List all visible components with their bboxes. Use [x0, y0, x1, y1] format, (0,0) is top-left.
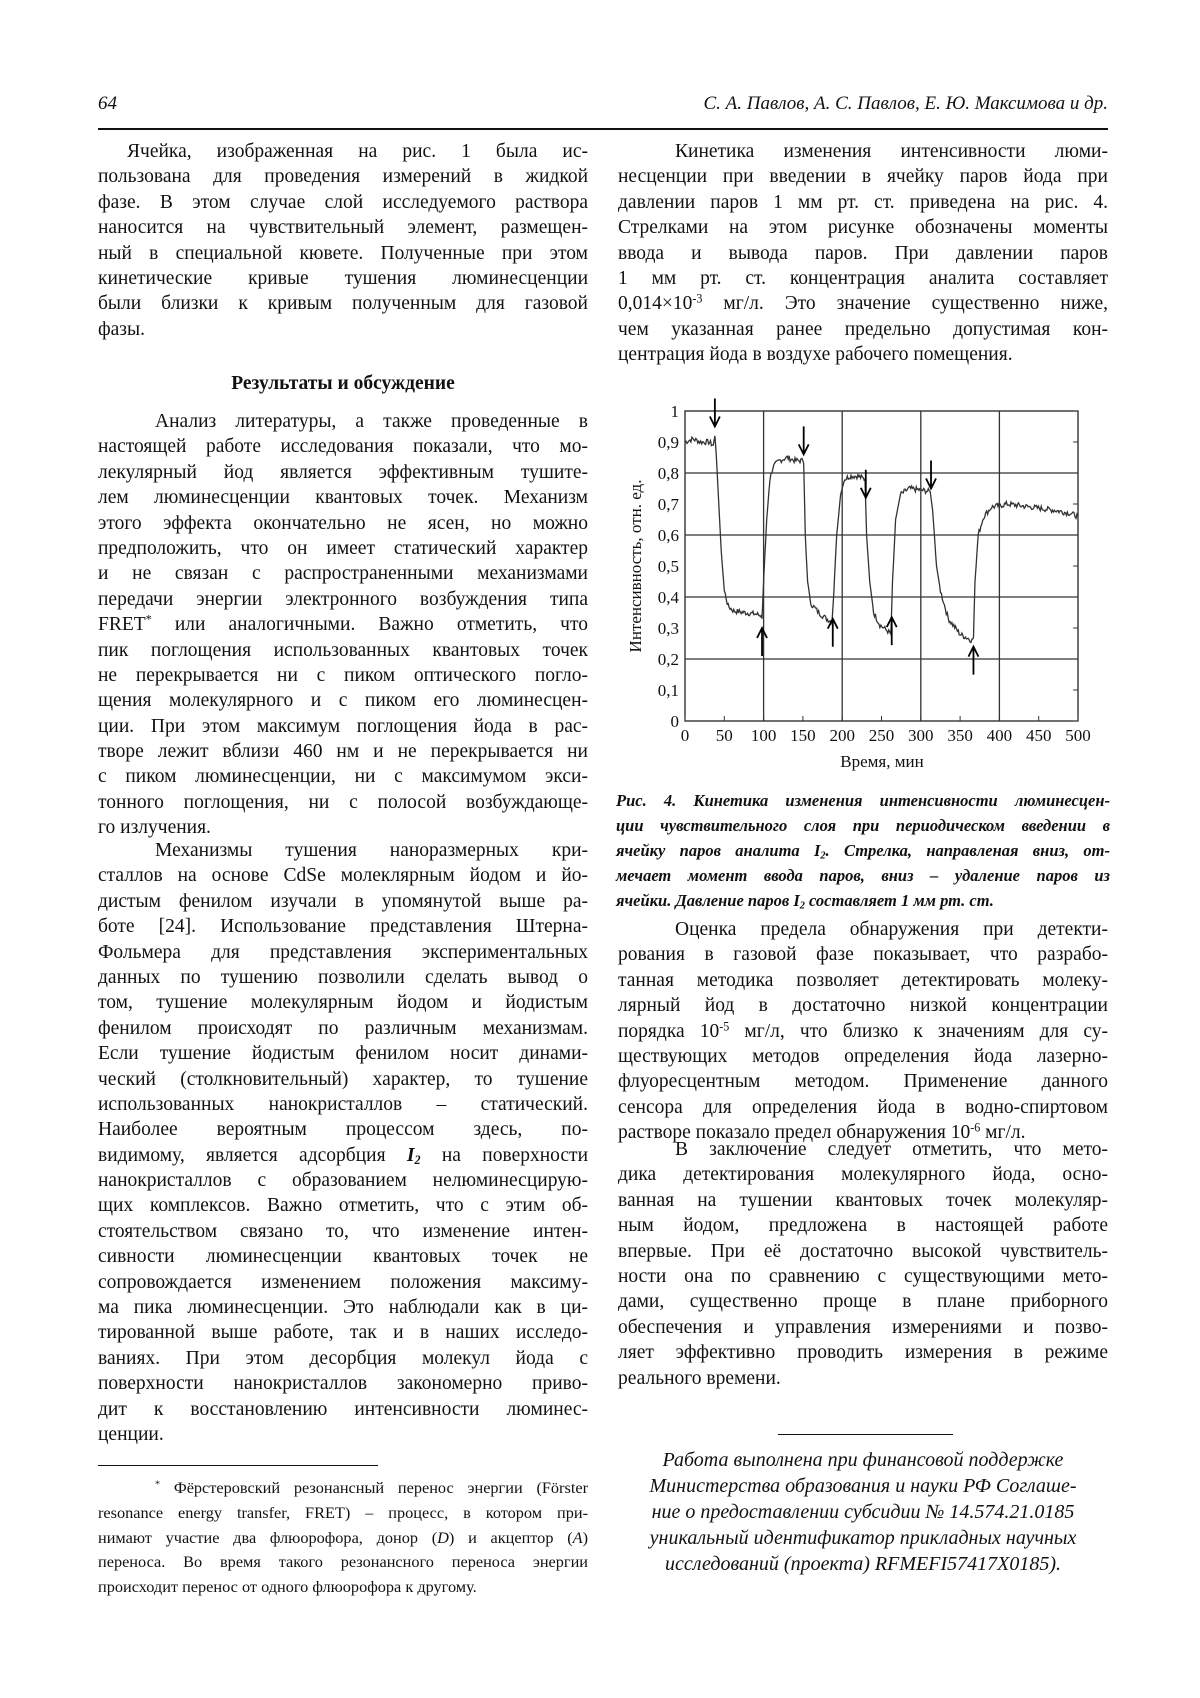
text-line: танная методика позволяет детектировать молеку-	[618, 969, 1108, 991]
text-line: ние о предоставлении субсидии № 14.574.21.0185	[651, 1501, 1075, 1523]
text-line: использованных нанокристаллов – статический.	[98, 1093, 588, 1115]
text-line: щих комплексов. Важно отметить, что с этим об-	[98, 1195, 588, 1217]
text-line: го излучения.	[98, 817, 211, 839]
text-line: Фольмера для представления экспериментальных	[98, 941, 588, 963]
text-line: Механизмы тушения наноразмерных кри-	[155, 840, 588, 861]
text-line: ческий (столкновительный) характер, то тушение	[98, 1068, 588, 1090]
text-line: и не связан с распространенными механизмами	[98, 563, 588, 585]
y-tick-label: 1	[670, 402, 679, 421]
x-tick-label: 350	[947, 726, 973, 745]
text-line: фенилом происходят по различным механизмам.	[98, 1017, 588, 1039]
x-tick-label: 250	[868, 726, 895, 745]
text-line: ции чувствительного слоя при периодическом введении в	[616, 816, 1110, 835]
text-line: ный в специальной кювете. Полученные при этом	[98, 242, 588, 264]
text-line: Анализ литературы, а также проведенные в	[155, 411, 588, 432]
series-line	[685, 436, 1078, 643]
arrow-up-icon	[968, 647, 978, 675]
text-line: 1 мм рт. ст. концентрация аналита составляет	[618, 267, 1108, 289]
y-tick-label: 0,1	[657, 681, 679, 700]
plot-frame	[685, 411, 1078, 721]
text-line: предположить, что он имеет статический характер	[98, 537, 588, 559]
text-line: флуоресцентным методом. Применение данного	[618, 1071, 1108, 1093]
text-line: уникальный идентификатор прикладных научных	[649, 1527, 1077, 1549]
x-tick-label: 200	[829, 726, 855, 745]
right-paragraph-3	[618, 1137, 1108, 1391]
text-line: ма пика люминесценции. Это наблюдали как в ци-	[98, 1297, 588, 1319]
section-heading: Результаты и обсуждение	[231, 373, 455, 394]
text-line: фазы.	[98, 318, 145, 340]
text-line: были близки к кривым полученным для газовой	[98, 293, 588, 315]
text-line: пик поглощения использованных квантовых точек	[98, 639, 588, 661]
text-line: ности она по сравнению с существующими мето-	[618, 1265, 1108, 1287]
text-line: данных по тушению позволили сделать вывод о	[98, 966, 588, 988]
y-tick-label: 0,9	[657, 433, 679, 452]
y-tick-label: 0,6	[657, 526, 679, 545]
text-line: сивности люминесценции квантовых точек не	[98, 1246, 588, 1268]
text-line: центрация йода в воздухе рабочего помещения.	[618, 344, 1013, 366]
x-tick-label: 50	[715, 726, 733, 745]
y-tick-label: 0,5	[657, 557, 679, 576]
text-line: Стрелками на этом рисунке обозначены моменты	[618, 217, 1108, 239]
figure-4-chart	[600, 390, 1110, 780]
text-line: Рис. 4. Кинетика изменения интенсивности люминесцен-	[616, 791, 1110, 810]
text-line: видимому, является адсорбция $I_2$ на поверхности	[98, 1144, 589, 1167]
left-paragraph-3	[98, 838, 588, 1447]
text-line: давлении паров 1 мм рт. ст. приведена на рис. 4.	[618, 191, 1108, 213]
text-line: не перекрывается ни с пиком оптического погло-	[98, 664, 588, 686]
x-tick-label: 150	[790, 726, 816, 745]
running-header-authors: С. А. Павлов, А. С. Павлов, Е. Ю. Максимова и др.	[703, 93, 1108, 114]
text-line: обеспечения и управления измерениями и позво-	[618, 1316, 1108, 1338]
text-line: В заключение следует отметить, что мето-	[675, 1139, 1108, 1160]
text-line: ляет эффективно проводить измерения в режиме	[618, 1342, 1108, 1364]
text-line: Кинетика изменения интенсивности люми-	[675, 141, 1108, 162]
text-line: ным йодом, предложена в настоящей работе	[618, 1215, 1108, 1237]
arrow-up-icon	[828, 619, 838, 647]
chart-arrows	[710, 399, 979, 675]
y-tick-label: 0	[670, 712, 679, 731]
text-line: дит к восстановлению интенсивности люминес-	[98, 1398, 588, 1420]
funding-acknowledgement	[618, 1447, 1108, 1577]
left-paragraph-2	[98, 409, 588, 841]
text-line: ции. При этом максимум поглощения йода в рас-	[98, 715, 588, 737]
arrow-down-icon	[926, 461, 936, 489]
text-line: Наиболее вероятным процессом здесь, по-	[98, 1119, 588, 1141]
x-tick-label: 400	[986, 726, 1013, 745]
text-line: нанокристаллов с образованием нелюминесцирую-	[98, 1170, 588, 1192]
arrow-down-icon	[861, 470, 871, 498]
text-line: Оценка предела обнаружения при детекти-	[675, 919, 1108, 940]
text-line: щения молекулярного и с пиком его люминесцен-	[98, 690, 588, 712]
text-line: дистым фенилом изучали в упомянутой выше ра-	[98, 890, 588, 912]
text-line: чем указанная ранее предельно допустимая кон-	[618, 318, 1108, 340]
text-line: ячейку паров аналита $I_2$. Стрелка, направленая вниз, от-	[616, 841, 1110, 862]
header-rule	[98, 128, 1108, 130]
text-line: настоящей работе исследования показали, что мо-	[98, 436, 588, 458]
right-paragraph-1	[618, 139, 1108, 368]
arrow-up-icon	[757, 628, 767, 656]
text-line: этого эффекта окончательно не ясен, но можно	[98, 512, 588, 534]
text-line: Министерства образования и науки РФ Соглаше-	[649, 1475, 1077, 1497]
y-axis-label: Интенсивность, отн. ед.	[626, 479, 645, 653]
left-paragraph-1	[98, 139, 588, 342]
text-line: тированной выше работе, так и в наших исследо-	[98, 1322, 588, 1344]
x-tick-label: 0	[680, 726, 690, 745]
x-tick-label: 500	[1065, 726, 1091, 745]
page-number: 64	[98, 93, 117, 114]
text-line: сталлов на основе CdSe молеклярным йодом и йо-	[98, 865, 588, 887]
y-tick-label: 0,4	[657, 588, 679, 607]
text-line: исследований (проекта) RFMEFI57417X0185).	[665, 1553, 1061, 1575]
text-line: порядка $10^{-5}$ мг/л, что близко к значениям для су-	[618, 1018, 1108, 1042]
text-line: кинетические кривые тушения люминесценции	[98, 267, 588, 289]
text-line: с пиком люминесценции, ни с максимумом экси-	[98, 766, 588, 788]
text-line: наносится на чувствительный элемент, размещен-	[98, 217, 588, 239]
text-line: боте [24]. Использование представления Штерна-	[98, 916, 588, 938]
text-line: происходит перенос от одного флюорофора к другому.	[98, 1577, 477, 1597]
right-paragraph-2	[618, 917, 1108, 1146]
x-tick-label: 300	[908, 726, 934, 745]
footnote	[98, 1476, 588, 1600]
text-line: ценции.	[98, 1423, 164, 1445]
text-line: * Фёрстеровский резонансный перенос энергии (Förster	[155, 1478, 588, 1497]
text-line: ваниях. При этом десорбция молекул йода с	[98, 1347, 588, 1369]
text-line: том, тушение молекулярным йодом и йодистым	[98, 992, 588, 1014]
text-line: растворе показало предел обнаружения $10^{-6}$ мг/л.	[618, 1120, 1026, 1144]
text-line: стоятельством связано то, что изменение интен-	[98, 1220, 588, 1242]
arrow-down-icon	[710, 399, 720, 427]
text-line: нимают участие два флюорофора, донор (D) и акцептор (A)	[98, 1527, 588, 1547]
y-tick-label: 0,8	[657, 464, 679, 483]
text-line: FRET* или аналогичными. Важно отметить, что	[98, 612, 588, 636]
text-line: лярный йод в достаточно низкой концентрации	[618, 995, 1108, 1017]
text-line: лекулярный йод является эффективным тушите-	[98, 461, 588, 483]
text-line: поверхности нанокристаллов закономерно приво-	[98, 1373, 588, 1395]
figure-caption	[616, 788, 1110, 913]
text-line: передачи энергии электронного возбуждения типа	[98, 588, 588, 610]
text-line: фазе. В этом случае слой исследуемого раствора	[98, 191, 588, 213]
text-line: Работа выполнена при финансовой поддержке	[662, 1449, 1064, 1471]
text-line: мечает момент ввода паров, вниз – удаление паров из	[616, 866, 1110, 885]
text-line: дами, существенно проще в плане приборного	[618, 1291, 1108, 1313]
arrow-down-icon	[799, 426, 809, 454]
text-line: дика детектирования молекулярного йода, осно-	[618, 1164, 1108, 1186]
text-line: ванная на тушении квантовых точек молекуляр-	[618, 1189, 1108, 1211]
x-axis-label: Время, мин	[840, 752, 924, 771]
text-line: реального времени.	[618, 1367, 781, 1389]
y-tick-label: 0,7	[657, 495, 679, 514]
text-line: resonance energy transfer, FRET) – процесс, в котором при-	[98, 1502, 588, 1522]
text-line: пользована для проведения измерений в жидкой	[98, 166, 588, 188]
text-line: впервые. При её достаточно высокой чувствитель-	[618, 1240, 1108, 1262]
y-tick-label: 0,2	[657, 650, 679, 669]
chart-grid	[685, 411, 1078, 721]
text-line: сенсора для определения йода в водно-спиртовом	[618, 1096, 1108, 1118]
text-line: $0,014\times 10^{-3}$ мг/л. Это значение существенно ниже,	[618, 291, 1108, 315]
text-line: ввода и вывода паров. При давлении паров	[618, 242, 1108, 264]
x-tick-label: 100	[750, 726, 777, 745]
text-line: лем люминесценции квантовых точек. Механизм	[98, 487, 588, 509]
text-line: сопровождается изменением положения максиму-	[98, 1271, 588, 1293]
x-tick-label: 450	[1025, 726, 1052, 745]
chart-series	[685, 436, 1078, 643]
text-line: рования в газовой фазе показывает, что разрабо-	[618, 944, 1108, 966]
text-line: Если тушение йодистым фенилом носит динами-	[98, 1043, 588, 1065]
text-line: ячейки. Давление паров $I_2$ составляет 1 мм рт. ст.	[616, 891, 994, 912]
funding-rule	[778, 1434, 953, 1435]
text-line: творе лежит вблизи 460 нм и не перекрывается ни	[98, 741, 588, 763]
footnote-rule	[98, 1465, 378, 1466]
text-line: тонного поглощения, ни с полосой возбуждающе-	[98, 791, 588, 813]
text-line: Ячейка, изображенная на рис. 1 была ис-	[127, 141, 588, 162]
text-line: переноса. Во время такого резонансного переноса энергии	[98, 1552, 588, 1572]
y-tick-label: 0,3	[657, 619, 679, 638]
text-line: несценции при введении в ячейку паров йода при	[618, 166, 1108, 188]
text-line: ществующих методов определения йода лазерно-	[618, 1045, 1108, 1067]
